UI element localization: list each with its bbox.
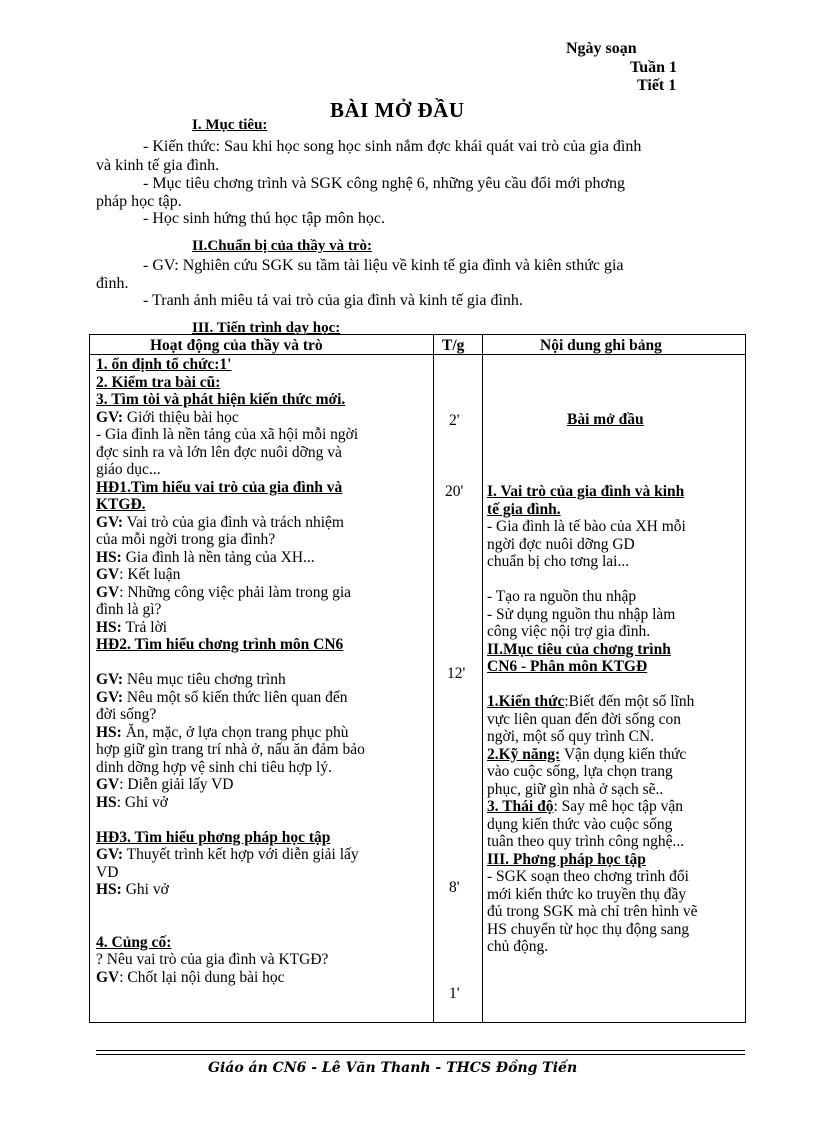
time-value: 8': [449, 879, 460, 896]
preparation-line: đình.: [96, 275, 129, 292]
text-line: vực liên quan đến đời sống con: [487, 710, 681, 728]
text-line: đời sống?: [96, 706, 157, 723]
lesson-name: Bài mở đầu: [567, 411, 644, 428]
time-value: 2': [449, 412, 460, 429]
text-line: VD: [96, 863, 119, 881]
text-line: phục, giữ gìn nhà ở sạch sẽ..: [487, 780, 664, 798]
text-line: 3. Thái độ: Say mê học tập vận: [487, 798, 684, 815]
text-line: ngời, một số quy trình CN.: [487, 728, 655, 745]
objective-line: - Học sinh hứng thú học tập môn học.: [143, 210, 385, 227]
footer-rule: [96, 1054, 745, 1055]
activity-heading: HĐ1.Tìm hiểu vai trò của gia đình và: [96, 478, 343, 496]
lesson-table: [89, 334, 746, 1023]
text-line: HS: Trả lời: [96, 618, 168, 636]
text-line: đợc sinh ra và lớn lên đợc nuôi dỡng và: [96, 443, 342, 461]
text-line: GV: Diễn giải lấy VD: [96, 776, 234, 793]
section-objectives-heading: I. Mục tiêu:: [192, 117, 268, 133]
step-heading: 2. Kiểm tra bài cũ:: [96, 373, 221, 391]
content-heading: CN6 - Phân môn KTGĐ: [487, 658, 648, 675]
col-header-time: T/g: [442, 337, 465, 354]
text-line: ? Nêu vai trò của gia đình và KTGĐ?: [96, 951, 329, 968]
activities-column: [96, 356, 365, 986]
text-line: - Gia đình là tế bào của XH mỗi: [487, 518, 686, 535]
text-line: chủ động.: [487, 938, 549, 955]
text-line: - Tạo ra nguồn thu nhập: [487, 588, 637, 605]
preparation-line: - Tranh ảnh miêu tả vai trò của gia đình và kinh tế gia đình.: [143, 292, 523, 309]
text-line: - Sử dụng nguồn thu nhập làm: [487, 605, 676, 623]
text-line: đình là gì?: [96, 601, 162, 618]
text-line: GV: Vai trò của gia đình và trách nhiệm: [96, 513, 344, 531]
text-line: GV: Giới thiệu bài học: [96, 408, 239, 426]
text-line: HS: Ghi vở: [96, 793, 168, 811]
col-header-content: Nội dung ghi bảng: [540, 337, 662, 354]
text-line: hợp giữ gìn trang trí nhà ở, nấu ăn đảm bảo: [96, 741, 365, 758]
content-heading: II.Mục tiêu của chơng trình: [487, 640, 671, 658]
text-line: GV: Thuyết trình kết hợp với diễn giải lấy: [96, 846, 359, 863]
section-process-heading: III. Tiến trình dạy học:: [192, 320, 341, 336]
footer-text: Giáo án CN6 - Lê Văn Thanh - THCS Đồng Tiến: [208, 1060, 578, 1076]
objective-line: - Kiến thức: Sau khi học song học sinh nắm đợc khái quát vai trò của gia đình: [143, 138, 642, 155]
page-title: BÀI MỞ ĐẦU: [330, 98, 465, 122]
text-line: GV: Những công việc phải làm trong gia: [96, 583, 352, 601]
time-value: 20': [445, 483, 464, 500]
col-header-activities: Hoạt động của thầy và trò: [150, 337, 323, 354]
text-line: 1.Kiến thức:Biết đến một số lĩnh: [487, 693, 695, 710]
activity-heading: KTGĐ.: [96, 496, 146, 513]
text-line: tuân theo quy trình công nghệ...: [487, 833, 685, 850]
text-line: mới kiến thức ko truyền thụ đầy: [487, 885, 687, 903]
step-heading: 1. ổn định tổ chức:1': [96, 356, 232, 373]
column-divider: [433, 335, 434, 1022]
content-column: [487, 483, 698, 956]
objective-line: - Mục tiêu chơng trình và SGK công nghệ 6, những yêu cầu đổi mới phơng: [143, 175, 625, 192]
text-line: dụng kiến thức vào cuộc sống: [487, 815, 673, 833]
section-preparation-heading: II.Chuẩn bị của thầy và trò:: [192, 238, 373, 254]
text-line: GV: Chốt lại nội dung bài học: [96, 968, 285, 986]
text-line: HS: Ăn, mặc, ở lựa chọn trang phục phù: [96, 723, 349, 741]
text-line: của mỗi ngời trong gia đình?: [96, 531, 276, 548]
time-value: 1': [449, 985, 460, 1002]
text-line: GV: Kết luận: [96, 566, 181, 583]
step-heading: 4. Củng cố:: [96, 933, 172, 951]
text-line: GV: Nêu mục tiêu chơng trình: [96, 671, 286, 688]
text-line: HS chuyển từ học thụ động sang: [487, 920, 690, 938]
time-value: 12': [447, 665, 466, 682]
text-line: - Gia đình là nền tảng của xã hội mỗi ngời: [96, 426, 359, 443]
content-heading: tế gia đình.: [487, 500, 561, 518]
content-heading: III. Phơng pháp học tập: [487, 850, 646, 868]
text-line: chuẩn bị cho tơng lai...: [487, 553, 630, 570]
activity-heading: HĐ2. Tìm hiểu chơng trình môn CN6: [96, 636, 344, 653]
activity-heading: HĐ3. Tìm hiểu phơng pháp học tập: [96, 828, 331, 846]
date-label: Ngày soạn: [566, 40, 637, 57]
objective-line: pháp học tập.: [96, 193, 182, 210]
text-line: giáo dục...: [96, 461, 161, 478]
text-line: đủ trong SGK mà chỉ trên hình vẽ: [487, 903, 698, 920]
content-heading: I. Vai trò của gia đình và kinh: [487, 483, 685, 500]
period-label: Tiết 1: [637, 77, 677, 94]
step-heading: 3. Tìm tòi và phát hiện kiến thức mới.: [96, 391, 346, 408]
objective-line: và kinh tế gia đình.: [96, 157, 220, 174]
text-line: công việc nội trợ gia đình.: [487, 623, 651, 640]
text-line: ngời đợc nuôi dỡng GD: [487, 535, 635, 553]
week-label: Tuần 1: [630, 59, 677, 76]
text-line: GV: Nêu một số kiến thức liên quan đến: [96, 688, 348, 706]
footer-rule: [96, 1050, 745, 1051]
text-line: vào cuộc sống, lựa chọn trang: [487, 763, 673, 780]
text-line: HS: Gia đình là nền tảng của XH...: [96, 548, 315, 566]
preparation-line: - GV: Nghiên cứu SGK su tầm tài liệu về kinh tế gia đình và kiên sthức gia: [143, 257, 624, 274]
text-line: - SGK soạn theo chơng trình đổi: [487, 868, 689, 885]
text-line: dinh dỡng hợp vệ sinh chi tiêu hợp lý.: [96, 758, 332, 776]
column-divider: [482, 335, 483, 1022]
text-line: 2.Kỹ năng: Vận dụng kiến thức: [487, 745, 687, 763]
text-line: HS: Ghi vở: [96, 881, 169, 898]
